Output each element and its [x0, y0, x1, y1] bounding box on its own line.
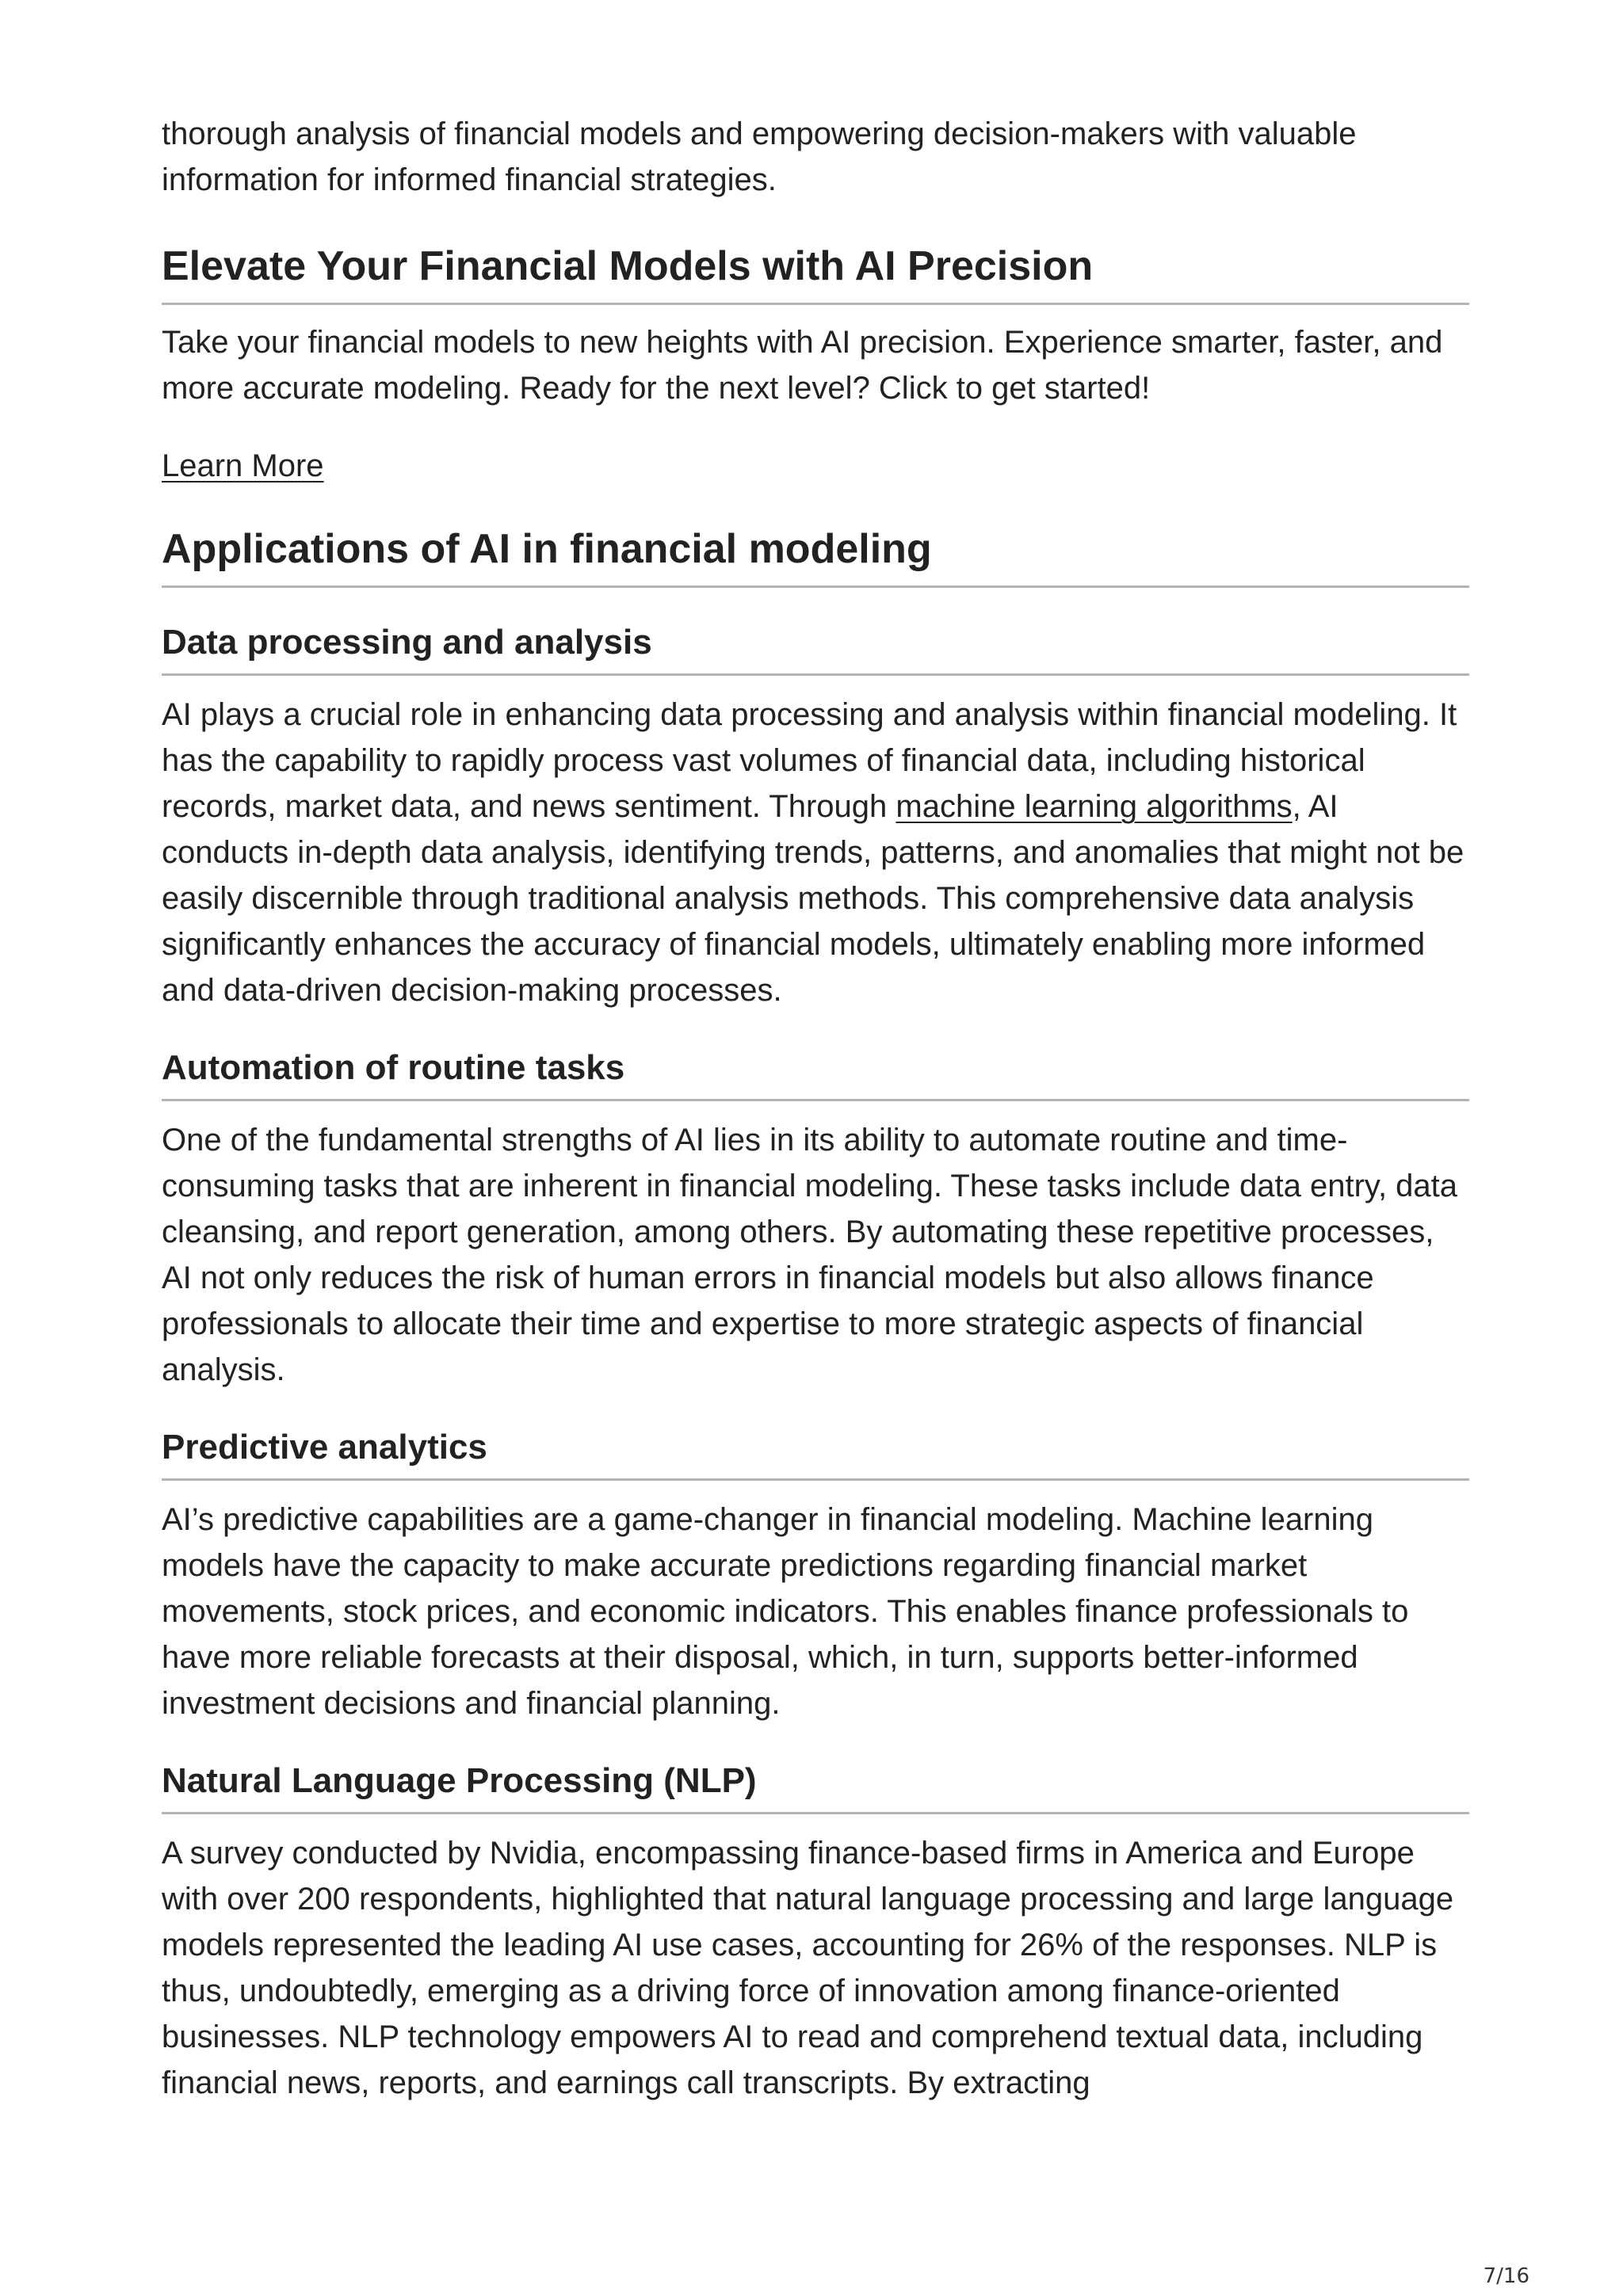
learn-more-link[interactable]: Learn More — [162, 448, 324, 483]
nlp-paragraph: A survey conducted by Nvidia, encompassing finance-based firms in America and Europe with over 200 respondents, highlighted that natural language processing and large language models represented the leading AI use cases, accounting for 26% of the responses. NLP is thus, undoubtedly, emerging as a driving force of innovation among finance-oriented businesses. NLP technology empowers AI to read and comprehend textual data, including financial news, reports, and earnings call transcripts. By extracting — [162, 1836, 1454, 2100]
machine-learning-link[interactable]: machine learning algorithms — [896, 789, 1293, 824]
automation-paragraph: One of the fundamental strengths of AI lies in its ability to automate routine and time-consuming tasks that are inherent in financial modeling. These tasks include data entry, data cleansing, and report generation, among others. By automating these repetitive processes, AI not only reduces the risk of human errors in financial models but also allows finance professionals to allocate their time and expertise to more strategic aspects of financial analysis. — [162, 1123, 1458, 1387]
data-processing-text-after: , AI conducts in-depth data analysis, identifying trends, patterns, and anomalies that might not be easily discernible through traditional analysis methods. This comprehensive data analysis significantly enhances the accuracy of financial models, ultimately enabling more informed and data-driven decision-making processes. — [162, 789, 1465, 1008]
cta-paragraph: Take your financial models to new heights with AI precision. Experience smarter, faster, and more accurate modeling. Ready for the next level? Click to get started! — [162, 325, 1443, 406]
applications-heading: Applications of AI in financial modeling — [162, 522, 1469, 588]
data-processing-paragraph — [162, 692, 1469, 1013]
nlp-heading: Natural Language Processing (NLP) — [162, 1758, 1469, 1814]
predictive-heading: Predictive analytics — [162, 1425, 1469, 1481]
data-processing-heading: Data processing and analysis — [162, 620, 1469, 676]
intro-paragraph: thorough analysis of financial models and empowering decision-makers with valuable information for informed financial strategies. — [162, 116, 1357, 197]
cta-link-row — [162, 443, 1469, 489]
page-number: 7/16 — [1483, 2264, 1529, 2288]
predictive-paragraph: AI’s predictive capabilities are a game-changer in financial modeling. Machine learning models have the capacity to make accurate predictions regarding financial market movements, stock prices, and economic indicators. This enables finance professionals to have more reliable forecasts at their disposal, which, in turn, supports better-informed investment decisions and financial planning. — [162, 1502, 1409, 1721]
data-processing-text-before: AI plays a crucial role in enhancing data processing and analysis within financial modeling. It has the capability to rapidly process vast volumes of financial data, including historical records, market data, and news sentiment. Through — [162, 697, 1457, 824]
automation-heading: Automation of routine tasks — [162, 1045, 1469, 1101]
document-page — [162, 111, 1469, 2106]
cta-heading: Elevate Your Financial Models with AI Precision — [162, 239, 1469, 305]
